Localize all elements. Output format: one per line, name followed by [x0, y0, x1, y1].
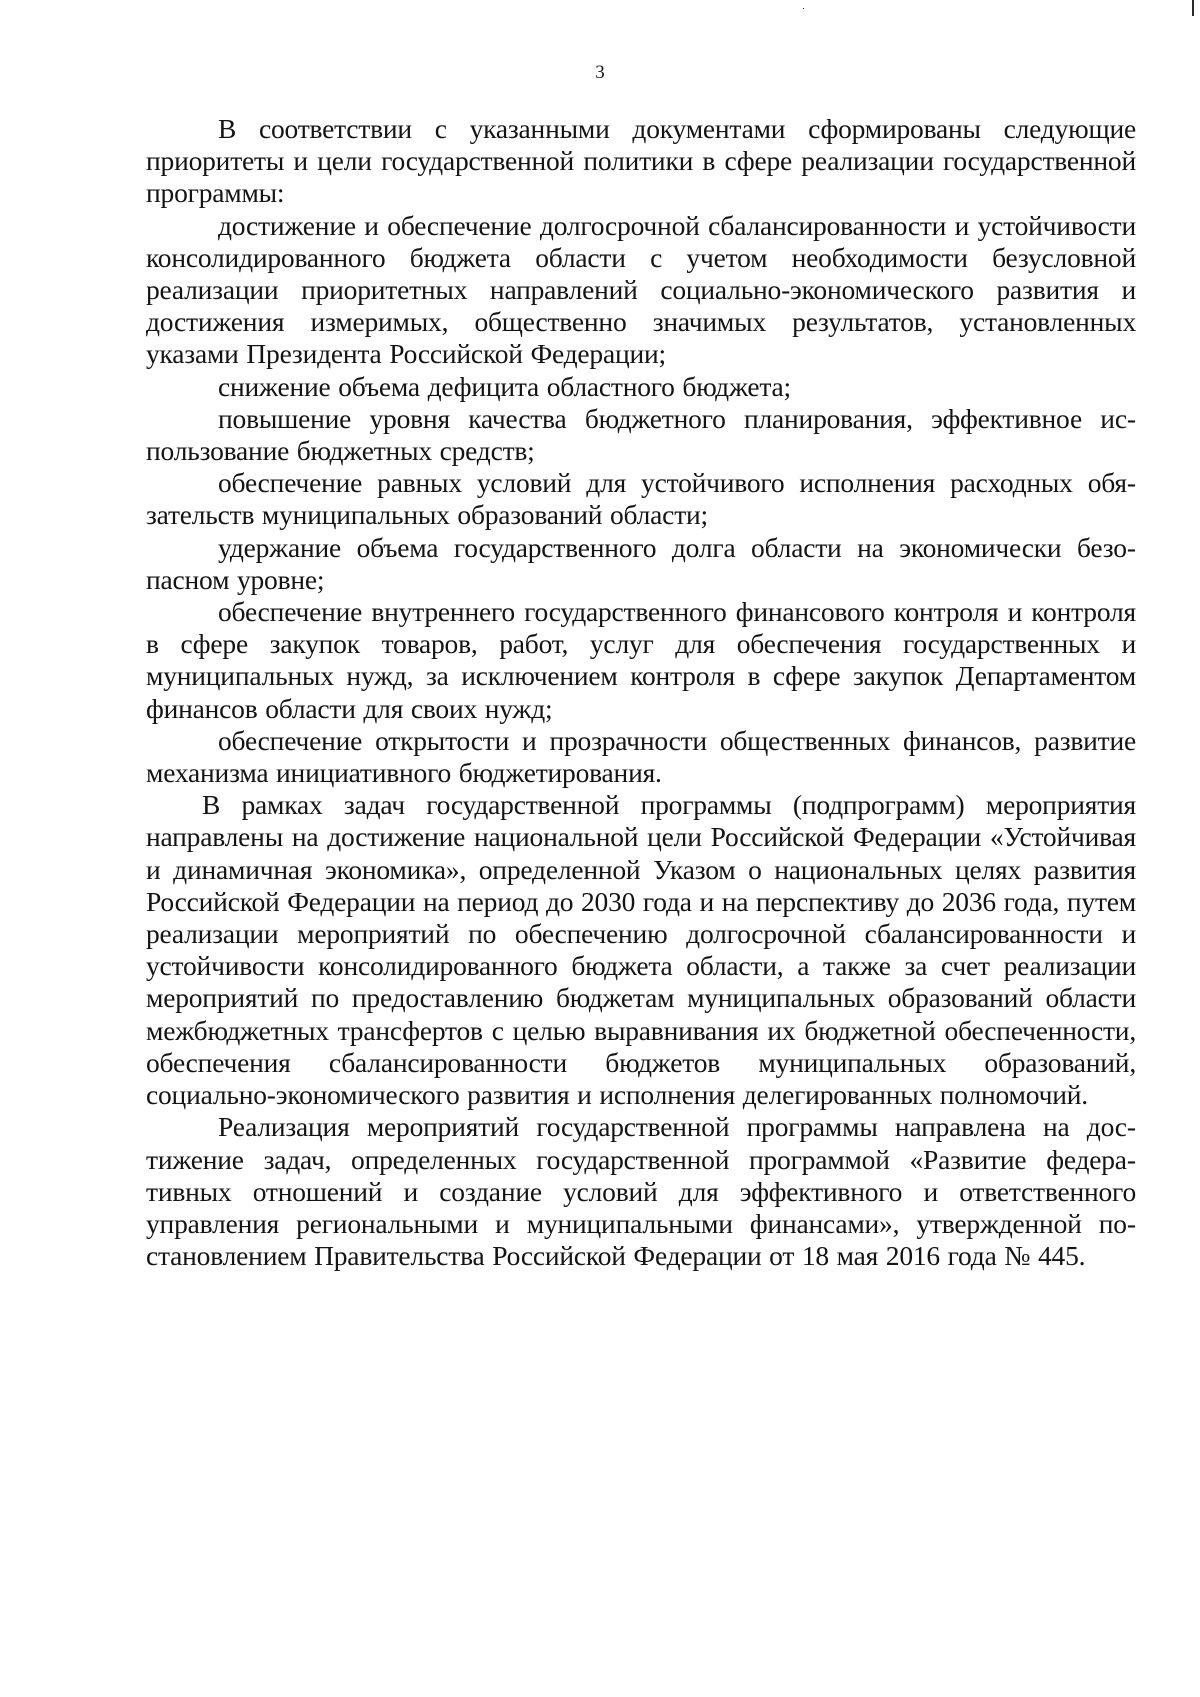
paragraph-national-goal: В рамках задач государственной программы (подпрограмм) мероприятия направлены на достижение национальной цели Российской Федерации «Устойчивая и динамичная экономика», определенной Указом о национальных целях развития Российской Федерации на период до 2030 года и на перспективу до 2036 года, путем реализации мероприятий по обеспечению долгосрочной сбалансированности и устойчивости консолидированного бюджета области, а также за счет реализации мероприятий по предоставлению бюджетам муниципальных образований области межбюджетных трансфертов с целью выравнивания их бюджетной обеспеченности, обеспечения сбалансированности бюджетов муниципальных образований, социально-экономического развития и исполнения делегированных полномочий.: [146, 789, 1136, 1111]
priority-item-transparency: обеспечение открытости и прозрачности общественных финансов, развитие механизма инициативного бюджетирования.: [146, 724, 1136, 789]
priority-item-control: обеспечение внутреннего государственного финансового контроля и контроля в сфере закупок товаров, работ, услуг для обеспечения государственных и муниципальных нужд, за исключением контроля в сфере закупок Департаментом финансов области для своих нужд;: [146, 596, 1136, 724]
page-number: 3: [595, 62, 605, 83]
scan-artifact-top-center: [803, 8, 804, 9]
paragraph-intro: В соответствии с указанными документами сформированы следующие приоритеты и цели государственной политики в сфере реализации государственной программы:: [146, 113, 1136, 209]
priority-item-planning: повышение уровня качества бюджетного планирования, эффективное использование бюджетных средств;: [146, 402, 1136, 467]
scan-artifact-top-right: [1192, 0, 1194, 16]
priority-item-balance: достижение и обеспечение долгосрочной сбалансированности и устойчивости консолидированного бюджета области с учетом необходимости безусловной реализации приоритетных направлений социально-экономического развития и достижения измеримых, общественно значимых результатов, установленных указами Президента Российской Федерации;: [146, 209, 1136, 370]
priority-item-equal-conditions: обеспечение равных условий для устойчивого исполнения расходных обязательств муниципальных образований области;: [146, 467, 1136, 531]
priority-item-debt: удержание объема государственного долга области на экономически безопасном уровне;: [146, 531, 1136, 595]
document-body: [146, 113, 1136, 1272]
priority-item-deficit: снижение объема дефицита областного бюджета;: [218, 370, 791, 402]
paragraph-implementation: Реализация мероприятий государственной программы направлена на достижение задач, определенных государственной программой «Развитие федеративных отношений и создание условий для эффективного и ответственного управления региональными и муниципальными финансами», утвержденной постановлением Правительства Российской Федерации от 18 мая 2016 года № 445.: [146, 1111, 1136, 1272]
